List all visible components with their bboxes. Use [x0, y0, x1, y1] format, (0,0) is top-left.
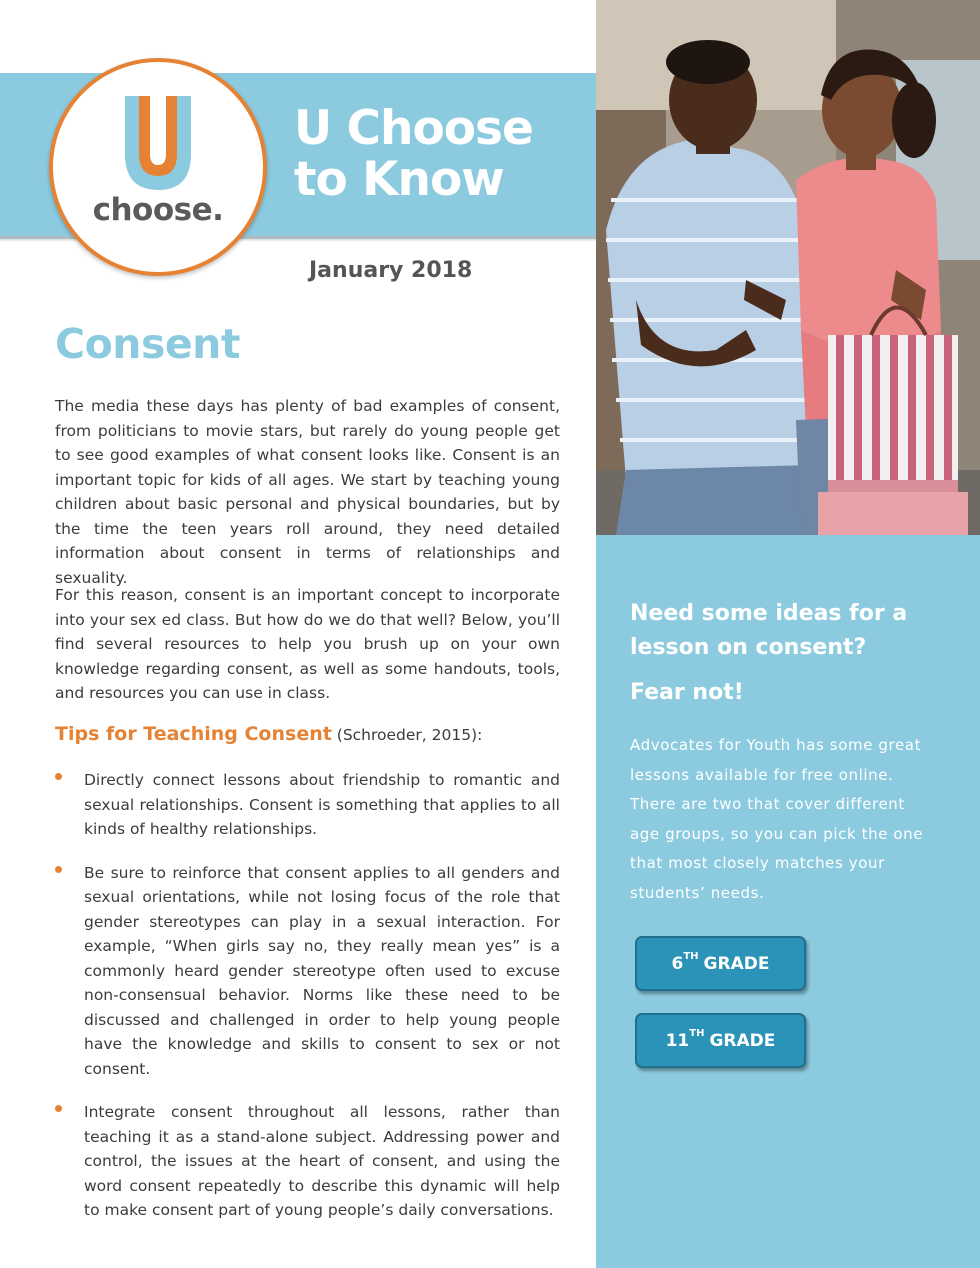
- list-item: [55, 861, 560, 1082]
- button-grade-number: 11: [665, 1030, 690, 1051]
- tips-heading: [55, 723, 560, 745]
- button-grade-suffix: TH: [683, 951, 699, 962]
- bullet-icon: [55, 773, 62, 780]
- tip-text: Directly connect lessons about friendship to romantic and sexual relationships. Consent is something that applies to all kinds of healthy relationships.: [84, 771, 560, 838]
- logo-wordmark: choose.: [92, 192, 224, 228]
- tips-citation: (Schroeder, 2015):: [336, 726, 483, 744]
- u-choose-logo: [49, 58, 267, 276]
- button-grade-number: 6: [671, 953, 684, 974]
- article-paragraph-2: For this reason, consent is an important concept to incorporate into your sex ed class. But how do we do that well? Below, you’ll find several resources to help you brush up on your own knowledge regarding consent, as well as some handouts, tools, and resources you can use in class.: [55, 586, 560, 702]
- list-item: [55, 768, 560, 842]
- tip-text: Be sure to reinforce that consent applies to all genders and sexual orientations, while not losing focus of the role that gender stereotypes can play in a sexual interaction. For example, “When girls say no, they really mean yes” is a commonly heard gender stereotype often used to excuse non-consensual behavior. Norms like these need to be discussed and challenged in order to help young people have the knowledge and skills to consent to sex or not consent.: [84, 863, 560, 1078]
- bullet-icon: [55, 866, 62, 873]
- button-grade-suffix: TH: [689, 1028, 705, 1039]
- article-title: Consent: [55, 320, 240, 368]
- button-grade-label: GRADE: [709, 1030, 776, 1051]
- 11th-grade-button[interactable]: [635, 1013, 806, 1068]
- sidebar-fear-not: Fear not!: [630, 680, 744, 705]
- masthead-title: [294, 103, 594, 205]
- photo-two-teens-shopping-icon: [596, 0, 980, 535]
- u-letter-icon: [53, 62, 263, 272]
- masthead-line-1: U Choose: [294, 101, 533, 156]
- bullet-icon: [55, 1105, 62, 1112]
- button-grade-label: GRADE: [703, 953, 770, 974]
- tips-heading-text: Tips for Teaching Consent: [55, 723, 332, 745]
- tips-list: [55, 768, 560, 1242]
- tip-text: Integrate consent throughout all lessons, rather than teaching it as a stand-alone subject. Addressing power and control, the issues at the heart of consent, and using the word consent repeatedly to describe this dynamic will help to make consent part of young people’s daily conversations.: [84, 1103, 560, 1219]
- sidebar-question: Need some ideas for a lesson on consent?: [630, 601, 908, 660]
- list-item: [55, 1100, 560, 1223]
- hero-photo: [596, 0, 980, 535]
- sidebar-panel: [596, 535, 980, 1268]
- 6th-grade-button[interactable]: [635, 936, 806, 991]
- article-paragraph-1: The media these days has plenty of bad examples of consent, from politicians to movie stars, but rarely do young people get to see good examples of what consent looks like. Consent is an important topic for kids of all ages. We start by teaching young children about basic personal and physical boundaries, but by the time the teen years roll around, they need detailed information about consent in terms of relationships and sexuality.: [55, 397, 560, 587]
- sidebar-description: Advocates for Youth has some great lessons available for free online. There are two that cover different age groups, so you can pick the one that most closely matches your students’ needs.: [630, 736, 924, 902]
- masthead-line-2: to Know: [294, 152, 504, 207]
- issue-date: January 2018: [309, 258, 473, 283]
